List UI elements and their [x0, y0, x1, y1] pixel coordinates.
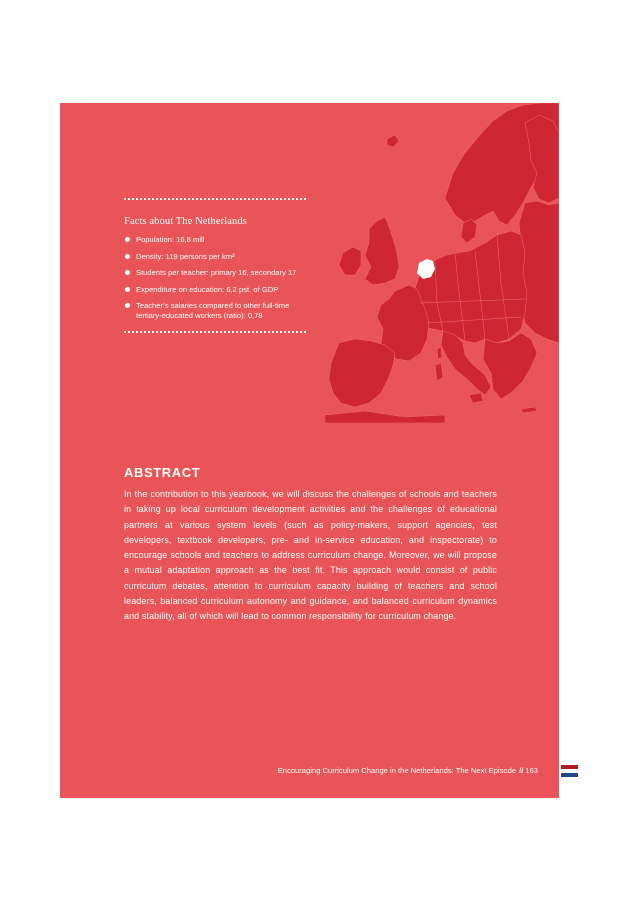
bullet-icon [125, 237, 130, 242]
content-panel [60, 103, 559, 798]
denmark-shape [461, 219, 477, 243]
dutch-flag-icon [561, 765, 578, 777]
facts-box [124, 198, 310, 333]
dotted-divider-top [124, 198, 306, 200]
island-shape [387, 135, 399, 147]
bullet-icon [125, 287, 130, 292]
page-number: 163 [525, 766, 538, 775]
corsica-shape [437, 347, 442, 359]
abstract-text: In the contribution to this yearbook, we will discuss the challenges of schools and teachers in taking up local curriculum development activities and the challenges of educational partners at various system levels (such as policy-makers, support agencies, test developers, textbook developers, pre- and in-service education, and inspectorate) to encourage schools and teachers to address curriculum change. Moreover, we will propose a mutual adaptation approach as the best fit. This approach would consist of public curriculum debates, attention to curriculum capacity building of teachers and school leaders, balanced curriculum autonomy and guidance, and balanced curriculum dynamics and stability, all of which will lead to common responsibility for curriculum change. [124, 489, 497, 622]
sicily-shape [469, 393, 483, 403]
north-africa-shape [325, 411, 445, 423]
fact-item-expenditure: Expenditure on education: 6,2 pst. of GDP [124, 285, 310, 295]
fact-item-population: Population: 16,8 mill [124, 235, 310, 245]
footer-separator: // [519, 766, 524, 775]
facts-list [124, 235, 310, 321]
dotted-divider-bottom [124, 331, 306, 333]
running-title: Encouraging Curriculum Change in the Netherlands: The Next Episode [277, 766, 517, 775]
fact-item-students-per-teacher: Students per teacher: primary 16, secondary 17 [124, 268, 310, 278]
ireland-shape [339, 247, 361, 275]
bullet-icon [125, 303, 130, 308]
europe-map [325, 103, 559, 423]
bullet-icon [125, 270, 130, 275]
facts-title: Facts about The Netherlands [124, 216, 247, 227]
fact-item-density: Density: 119 persons per km² [124, 252, 310, 262]
great-britain-shape [365, 217, 399, 285]
abstract-heading: ABSTRACT [124, 465, 201, 480]
bullet-icon [125, 254, 130, 259]
abstract-section [124, 465, 497, 625]
fact-item-teacher-salaries: Teacher’s salaries compared to other full-time tertiary-educated workers (ratio): 0,78 [124, 301, 310, 321]
crete-shape [521, 407, 537, 413]
balkans-shape [483, 333, 537, 399]
iberia-shape [329, 339, 395, 407]
sardinia-shape [435, 363, 443, 381]
page-footer [278, 766, 538, 775]
